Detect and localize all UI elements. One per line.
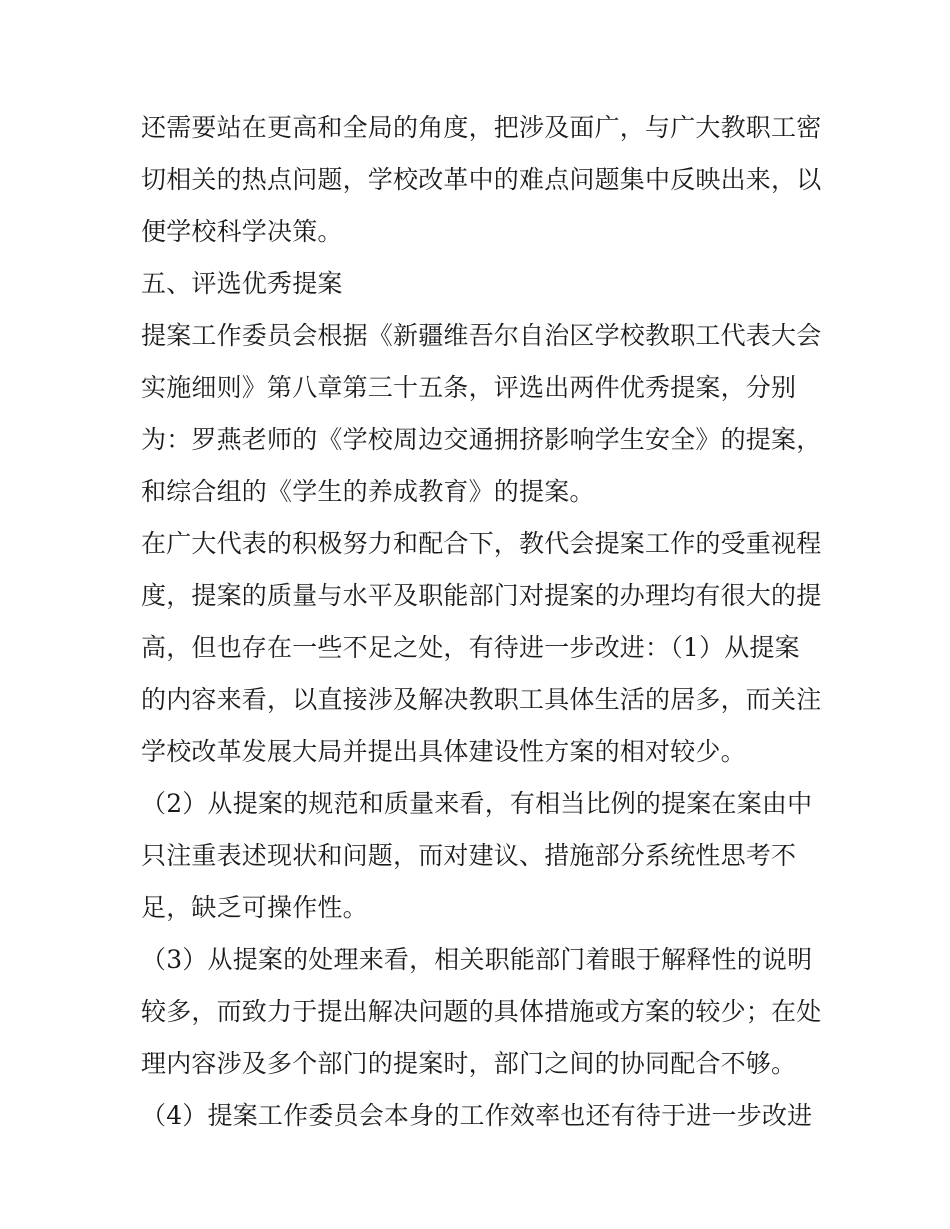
text-line: （2）从提案的规范和质量来看，有相当比例的提案在案由中	[141, 789, 813, 818]
text-line: （3）从提案的处理来看，相关职能部门着眼于解释性的说明	[141, 945, 813, 974]
text-line: 足，缺乏可操作性。	[141, 893, 368, 922]
text-line: 在广大代表的积极努力和配合下，教代会提案工作的受重视程	[141, 529, 822, 558]
text-line: 实施细则》第八章第三十五条，评选出两件优秀提案，分别	[141, 373, 797, 402]
text-line: （4）提案工作委员会本身的工作效率也还有待于进一步改进	[141, 1101, 813, 1130]
text-line: 高，但也存在一些不足之处，有待进一步改进：（1）从提案	[141, 633, 800, 662]
text-line: 提案工作委员会根据《新疆维吾尔自治区学校教职工代表大会	[141, 321, 822, 350]
text-line: 的内容来看，以直接涉及解决教职工具体生活的居多，而关注	[141, 685, 822, 714]
text-line: 度，提案的质量与水平及职能部门对提案的办理均有很大的提	[141, 581, 822, 610]
text-line: 切相关的热点问题，学校改革中的难点问题集中反映出来，以	[141, 165, 822, 194]
text-line: 和综合组的《学生的养成教育》的提案。	[141, 477, 595, 506]
text-line: 只注重表述现状和问题，而对建议、措施部分系统性思考不	[141, 841, 797, 870]
text-line: 为：罗燕老师的《学校周边交通拥挤影响学生安全》的提案，	[141, 425, 822, 454]
text-line: 学校改革发展大局并提出具体建设性方案的相对较少。	[141, 737, 746, 766]
text-line: 便学校科学决策。	[141, 217, 343, 246]
text-line: 理内容涉及多个部门的提案时，部门之间的协同配合不够。	[141, 1049, 797, 1078]
text-line: 较多，而致力于提出解决问题的具体措施或方案的较少；在处	[141, 997, 822, 1026]
section-heading: 五、评选优秀提案	[141, 269, 343, 298]
body-text	[141, 102, 821, 1142]
text-line: 还需要站在更高和全局的角度，把涉及面广，与广大教职工密	[141, 113, 822, 142]
